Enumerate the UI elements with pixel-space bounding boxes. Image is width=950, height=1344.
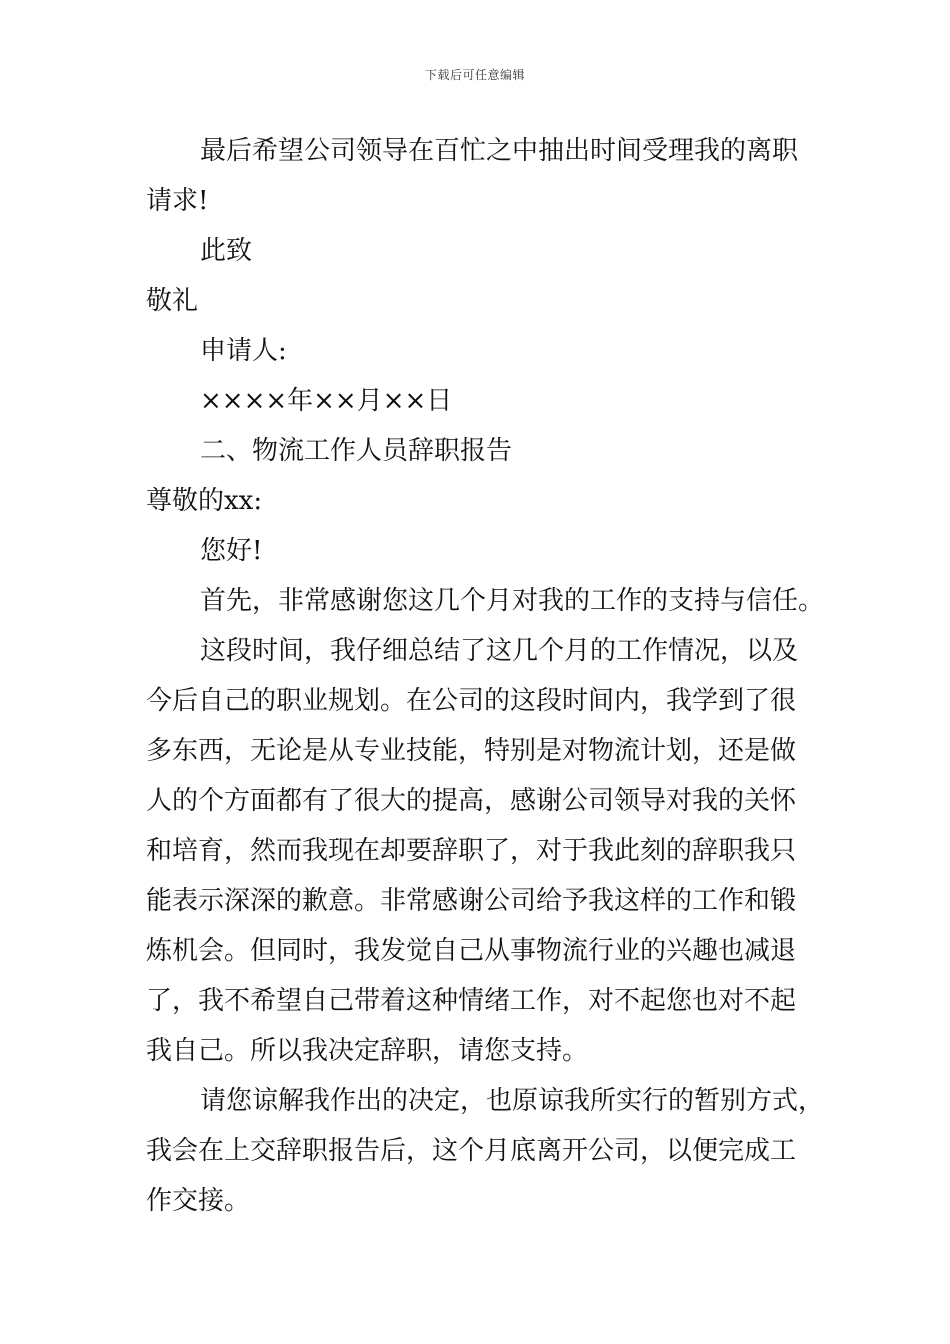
applicant-label: 申请人: [200, 336, 287, 366]
paragraph-line: 今后自己的职业规划。在公司的这段时间内，我学到了很 [146, 686, 797, 716]
paragraph-line: 我会在上交辞职报告后，这个月底离开公司，以便完成工 [146, 1136, 797, 1166]
greeting: 您好! [200, 536, 263, 566]
paragraph-line: 我自己。所以我决定辞职，请您支持。 [146, 1036, 589, 1066]
section-heading: 二、物流工作人员辞职报告 [200, 436, 513, 466]
paragraph-line: 能表示深深的歉意。非常感谢公司给予我这样的工作和锻 [146, 886, 797, 916]
paragraph-line: 作交接。 [146, 1186, 251, 1216]
paragraph-line: 多东西，无论是从专业技能，特别是对物流计划，还是做 [146, 736, 797, 766]
paragraph-line: 和培育，然而我现在却要辞职了，对于我此刻的辞职我只 [146, 836, 797, 866]
closing-regards: 敬礼 [146, 286, 199, 316]
paragraph-line: 炼机会。但同时，我发觉自己从事物流行业的兴趣也减退 [146, 936, 797, 966]
page-header: 下载后可任意编辑 [424, 68, 525, 82]
greeting-recipient: 尊敬的xx: [146, 486, 263, 516]
paragraph-line: 这段时间，我仔细总结了这几个月的工作情况，以及 [200, 636, 799, 666]
paragraph-line: 人的个方面都有了很大的提高，感谢公司领导对我的关怀 [146, 786, 797, 816]
date-line: ××××年××月××日 [200, 386, 453, 416]
paragraph-line: 最后希望公司领导在百忙之中抽出时间受理我的离职 [200, 136, 799, 166]
closing-salutation: 此致 [200, 236, 253, 266]
document-body [146, 126, 825, 1226]
paragraph-line: 首先，非常感谢您这几个月对我的工作的支持与信任。 [200, 586, 825, 616]
paragraph-line: 请求! [146, 186, 209, 216]
paragraph-line: 请您谅解我作出的决定，也原谅我所实行的暂别方式， [200, 1086, 825, 1116]
paragraph-line: 了，我不希望自己带着这种情绪工作，对不起您也对不起 [146, 986, 797, 1016]
